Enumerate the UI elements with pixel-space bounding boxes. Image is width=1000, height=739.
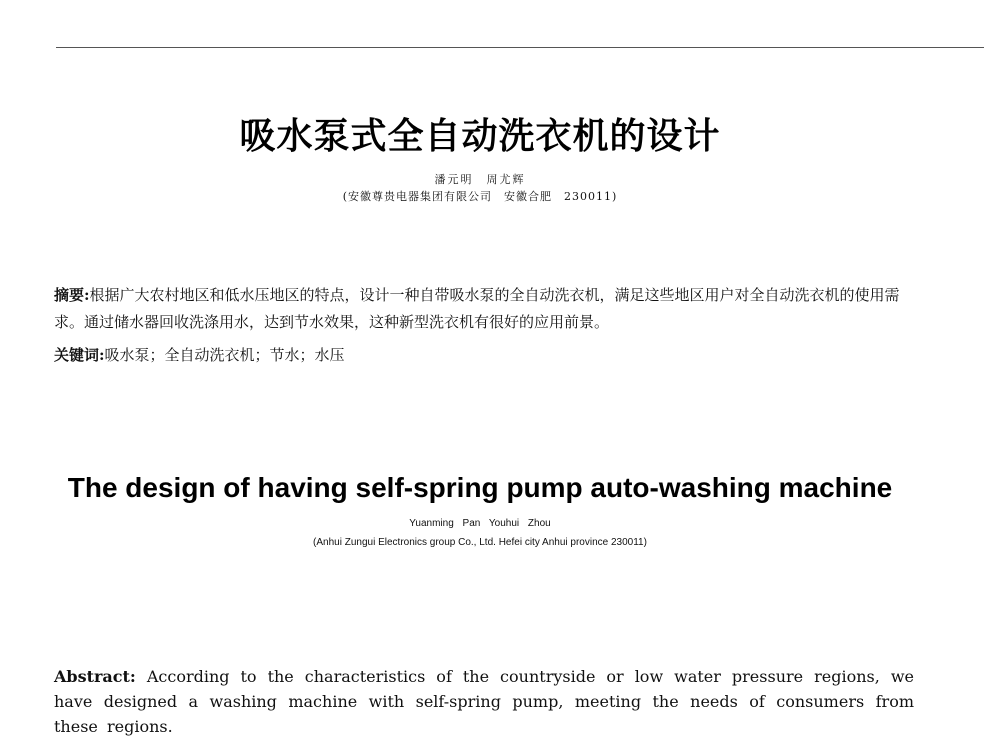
abstract-text-english: According to the characteristics of the countryside or low water pressure regions, we have designed a washing machine with self-spring pump, meeting the needs of consumers from these regions. (54, 667, 914, 736)
keywords-text-chinese: 吸水泵；全自动洗衣机；节水；水压 (104, 346, 345, 364)
abstract-text-chinese: 根据广大农村地区和低水压地区的特点，设计一种自带吸水泵的全自动洗衣机，满足这些地区用户对全自动洗衣机的使用需求。通过储水器回收洗涤用水，达到节水效果，这种新型洗衣机有很好的应用前景。 (54, 286, 900, 331)
keywords-label-chinese: 关键词: (54, 346, 105, 364)
keywords-chinese (54, 342, 914, 369)
abstract-label-english: Abstract: (54, 667, 136, 686)
header-rule (56, 47, 984, 48)
paper-title-chinese: 吸水泵式全自动洗衣机的设计 (239, 115, 721, 157)
abstract-label-chinese: 摘要: (54, 286, 90, 304)
authors-english: Yuanming Pan Youhui Zhou (409, 518, 551, 529)
affiliation-english: (Anhui Zungui Electronics group Co., Ltd. Hefei city Anhui province 230011) (313, 537, 647, 548)
affiliation-chinese: (安徽尊贵电器集团有限公司 安徽合肥 230011) (342, 190, 618, 203)
authors-chinese: 潘元明 周尤辉 (434, 173, 526, 186)
abstract-chinese (54, 282, 914, 336)
paper-title-english: The design of having self-spring pump auto-washing machine (67, 472, 893, 503)
abstract-english (54, 664, 914, 739)
